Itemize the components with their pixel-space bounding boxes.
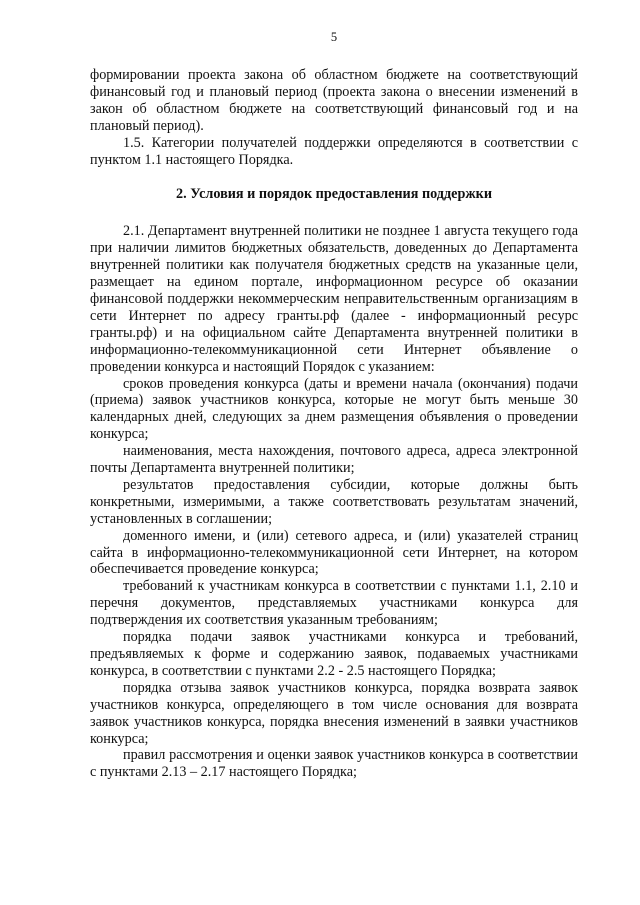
document-page: [90, 30, 578, 781]
list-item-deadlines: сроков проведения конкурса (даты и времени начала (окончания) подачи (приема) заявок участников конкурса, которые не могут быть меньше 30 календарных дней, следующих за днем размещения объявления о проведении конкурса;: [90, 375, 578, 443]
section-heading: 2. Условия и порядок предоставления поддержки: [176, 186, 492, 203]
list-item-domain-name: доменного имени, и (или) сетевого адреса, и (или) указателей страниц сайта в информационно-телекоммуникационной сети Интернет, на котором обеспечивается проведение конкурса;: [90, 527, 578, 578]
page-number: 5: [330, 30, 338, 44]
paragraph-2-1: 2.1. Департамент внутренней политики не позднее 1 августа текущего года при наличии лимитов бюджетных обязательств, доведенных до Департамента внутренней политики как получателя бюджетных средств на указанные цели, размещает на едином портале, информационном ресурсе об оказании финансовой поддержки некоммерческим неправительственным организациям в сети Интернет по адресу гранты.рф (далее - информационный ресурс гранты.рф) и на официальном сайте Департамента внутренней политики в информационно-телекоммуникационной сети Интернет объявление о проведении конкурса и настоящий Порядок с указанием:: [90, 223, 578, 375]
list-item-evaluation-rules: правил рассмотрения и оценки заявок участников конкурса в соответствии с пунктами 2.13 – 2.17 настоящего Порядка;: [90, 747, 578, 781]
list-item-subsidy-results: результатов предоставления субсидии, которые должны быть конкретными, измеримыми, а также соответствовать результатам значений, установленных в соглашении;: [90, 476, 578, 527]
list-item-withdrawal-procedure: порядка отзыва заявок участников конкурса, порядка возврата заявок участников конкурса, определяющего в том числе основания для возврата заявок участников конкурса, порядка внесения изменений в заявки участников конкурса;: [90, 679, 578, 747]
list-item-application-procedure: порядка подачи заявок участниками конкурса и требований, предъявляемых к форме и содержанию заявок, подаваемых участниками конкурса, в соответствии с пунктами 2.2 - 2.5 настоящего Порядка;: [90, 629, 578, 679]
paragraph-1-5: 1.5. Категории получателей поддержки определяются в соответствии с пунктом 1.1 настоящего Порядка.: [90, 134, 578, 168]
list-item-participant-requirements: требований к участникам конкурса в соответствии с пунктами 1.1, 2.10 и перечня документов, представляемых участниками конкурса для подтверждения их соответствия указанным требованиям;: [90, 578, 578, 629]
list-item-names-addresses: наименования, места нахождения, почтового адреса, адреса электронной почты Департамента внутренней политики;: [90, 443, 578, 477]
paragraph-continuation: формировании проекта закона об областном бюджете на соответствующий финансовый год и плановый период (проекта закона о внесении изменений в закон об областном бюджете на соответствующий финансовый год и на плановый период).: [90, 67, 578, 134]
